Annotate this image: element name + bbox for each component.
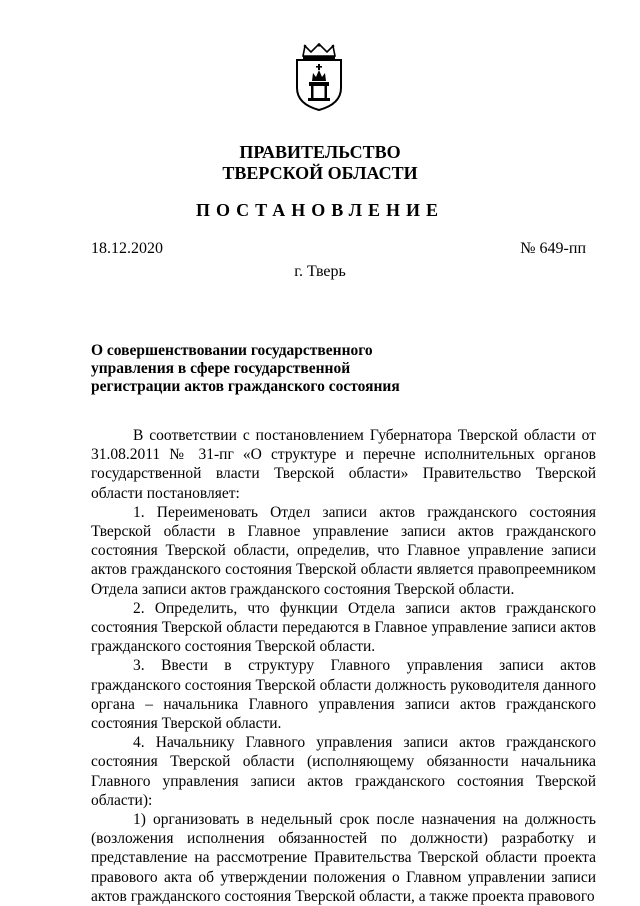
document-number: № 649-пп	[520, 240, 586, 257]
subject-line1: О совершенствовании государственного	[91, 342, 373, 359]
clause-4-1-paragraph: 1) организовать в недельный срок после назначения на должность (возложения исполнения обязанностей по должности) разработку и представление на рассмотрение Правительства Тверской области проекта правового акта об утверждении положения о Главном управлении записи актов гражданского состояния Тверской области, а также проекта правового	[91, 811, 596, 905]
clause-2-paragraph: 2. Определить, что функции Отдела записи актов гражданского состояния Тверской области передаются в Главное управление записи актов гражданского состояния Тверской области.	[91, 599, 596, 656]
document-body	[91, 426, 596, 906]
government-title-line1: ПРАВИТЕЛЬСТВО	[239, 142, 401, 162]
document-city: г. Тверь	[294, 263, 346, 280]
government-title-line2: ТВЕРСКОЙ ОБЛАСТИ	[222, 163, 418, 183]
government-title	[0, 142, 640, 184]
document-date: 18.12.2020	[91, 240, 163, 257]
clause-4-paragraph: 4. Начальнику Главного управления записи актов гражданского состояния Тверской области (исполняющему обязанности начальника Главного управления записи актов гражданского состояния Тверской области):	[91, 734, 596, 809]
clause-3-paragraph: 3. Ввести в структуру Главного управления записи актов гражданского состояния Тверской области должность руководителя данного органа – начальника Главного управления записи актов гражданского состояния Тверской области.	[91, 657, 596, 733]
preamble-paragraph: В соответствии с постановлением Губернатора Тверской области от 31.08.2011 № 31-пг «О структуре и перечне исполнительных органов государственной власти Тверской области» Правительство Тверской области постановляет:	[91, 427, 596, 502]
tver-coat-of-arms-icon	[291, 42, 347, 112]
clause-1-paragraph: 1. Переименовать Отдел записи актов гражданского состояния Тверской области в Главное управление записи актов гражданского состояния Тверской области, определив, что Главное управление записи актов гражданского состояния Тверской области является правопреемником Отдела записи актов гражданского состояния Тверской области.	[91, 503, 596, 598]
subject-line3: регистрации актов гражданского состояния	[91, 378, 400, 395]
document-subject	[91, 342, 411, 396]
document-type: ПОСТАНОВЛЕНИЕ	[195, 200, 445, 220]
subject-line2: управления в сфере государственной	[91, 360, 351, 377]
